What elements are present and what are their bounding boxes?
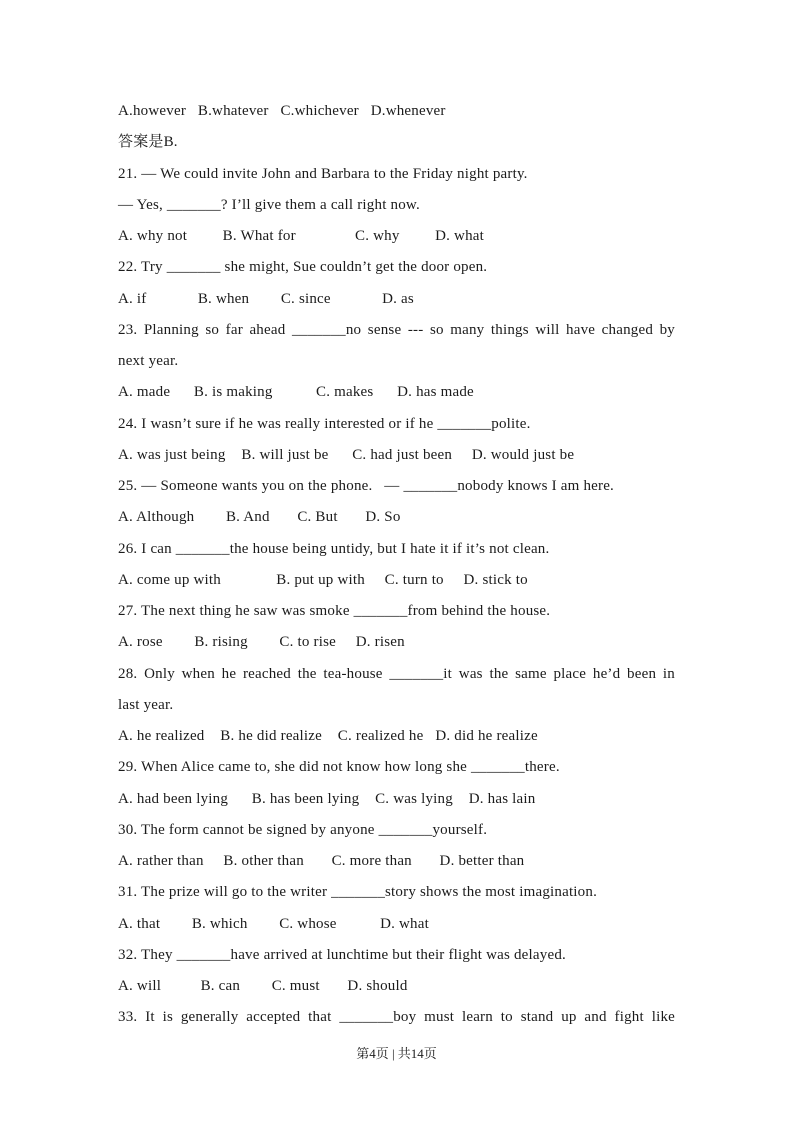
question-21-line-2: — Yes, _______? I’ll give them a call right now. xyxy=(118,196,420,213)
question-23-line: 23. Planning so far ahead _______no sense --- so many things will have changed by xyxy=(118,321,675,338)
question-27-line: 27. The next thing he saw was smoke _______from behind the house. xyxy=(118,603,551,619)
question-23-line-2: next year. xyxy=(118,353,179,369)
question-25-options: A. Although B. And C. But D. So xyxy=(118,509,401,526)
question-26-line: 26. I can _______the house being untidy, but I hate it if it’s not clean. xyxy=(118,540,550,557)
question-21-line: 21. — We could invite John and Barbara to the Friday night party. xyxy=(118,165,528,182)
question-28-options: A. he realized B. he did realize C. realized he D. did he realize xyxy=(118,728,538,744)
question-28-line-2: last year. xyxy=(118,696,174,713)
question-31-line: 31. The prize will go to the writer _______story shows the most imagination. xyxy=(118,884,598,901)
question-22-options: A. if B. when C. since D. as xyxy=(118,290,414,307)
question-30-line: 30. The form cannot be signed by anyone _______yourself. xyxy=(118,821,488,838)
page-body-text xyxy=(118,96,675,1034)
question-22-line: 22. Try _______ she might, Sue couldn’t get the door open. xyxy=(118,259,488,276)
question-28-line: 28. Only when he reached the tea-house _______it was the same place he’d been in xyxy=(118,665,675,682)
question-31-options: A. that B. which C. whose D. what xyxy=(118,915,429,932)
question-24-options: A. was just being B. will just be C. had just been D. would just be xyxy=(118,446,575,463)
page-footer: 第4页 | 共14页 xyxy=(356,1046,437,1061)
question-25-line: 25. — Someone wants you on the phone. — _______nobody knows I am here. xyxy=(118,478,615,494)
question-32-options: A. will B. can C. must D. should xyxy=(118,978,408,994)
question-29-line: 29. When Alice came to, she did not know how long she _______there. xyxy=(118,759,560,776)
answer-note: 答案是B. xyxy=(118,134,178,151)
question-21-options: A. why not B. What for C. why D. what xyxy=(118,228,485,244)
question-29-options: A. had been lying B. has been lying C. was lying D. has lain xyxy=(118,790,536,807)
question-23-options: A. made B. is making C. makes D. has made xyxy=(118,384,474,401)
question-30-options: A. rather than B. other than C. more than D. better than xyxy=(118,853,525,869)
question-33-line: 33. It is generally accepted that _______boy must learn to stand up and fight like xyxy=(118,1009,675,1026)
question-27-options: A. rose B. rising C. to rise D. risen xyxy=(118,634,405,651)
question-32-line: 32. They _______have arrived at lunchtime but their flight was delayed. xyxy=(118,946,566,963)
question-26-options: A. come up with B. put up with C. turn to D. stick to xyxy=(118,571,528,588)
question-24-line: 24. I wasn’t sure if he was really interested or if he _______polite. xyxy=(118,415,531,432)
options-line: A.however B.whatever C.whichever D.whenever xyxy=(118,103,446,119)
